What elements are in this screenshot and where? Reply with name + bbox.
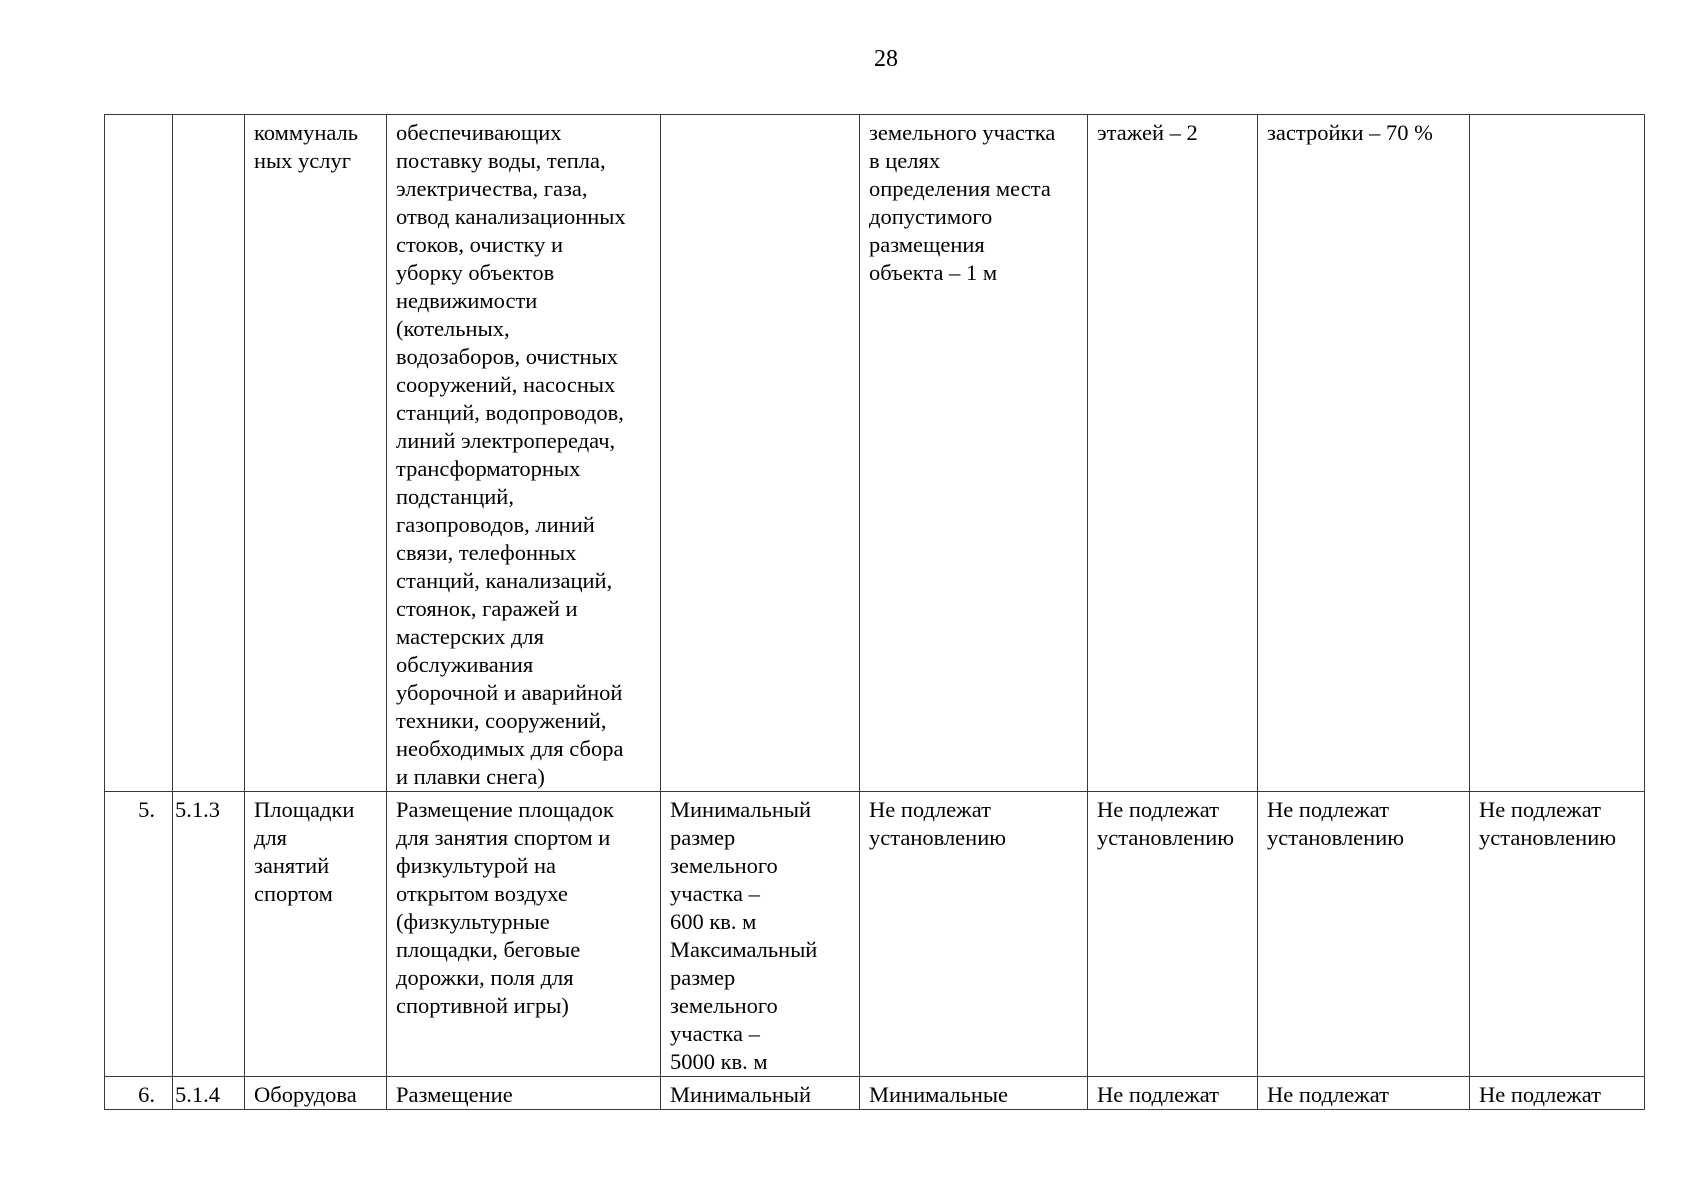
cell-number (105, 115, 173, 792)
table-row (105, 115, 1645, 792)
cell-plot-size: Минимальный размер земельного участка – 600 кв. м Максимальный размер земельного участка – 5000 кв. м (661, 792, 860, 1077)
cell-code: 5.1.4 (173, 1077, 245, 1110)
cell-setbacks: Не подлежат установлению (860, 792, 1088, 1077)
cell-name: Оборудова (245, 1077, 387, 1110)
cell-description: Размещение (387, 1077, 661, 1110)
cell-setbacks: земельного участка в целях определения места допустимого размещения объекта – 1 м (860, 115, 1088, 792)
cell-coverage: Не подлежат установлению (1258, 792, 1470, 1077)
zoning-table (104, 114, 1645, 1110)
cell-name: Площадки для занятий спортом (245, 792, 387, 1077)
cell-code: 5.1.3 (173, 792, 245, 1077)
cell-coverage: застройки – 70 % (1258, 115, 1470, 792)
cell-other: Не подлежат установлению (1470, 792, 1645, 1077)
cell-description: Размещение площадок для занятия спортом и физкультурой на открытом воздухе (физкультурные площадки, беговые дорожки, поля для спортивной игры) (387, 792, 661, 1077)
cell-number: 5. (105, 792, 173, 1077)
cell-name: коммуналь ных услуг (245, 115, 387, 792)
cell-other: Не подлежат (1470, 1077, 1645, 1110)
cell-setbacks: Минимальные (860, 1077, 1088, 1110)
cell-other (1470, 115, 1645, 792)
cell-number: 6. (105, 1077, 173, 1110)
cell-coverage: Не подлежат (1258, 1077, 1470, 1110)
cell-plot-size: Минимальный (661, 1077, 860, 1110)
cell-description: обеспечивающих поставку воды, тепла, электричества, газа, отвод канализационных стоков, очистку и уборку объектов недвижимости (котельных, водозаборов, очистных сооружений, насосных станций, водопроводов, линий электропередач, трансформаторных подстанций, газопроводов, линий связи, телефонных станций, канализаций, стоянок, гаражей и мастерских для обслуживания уборочной и аварийной техники, сооружений, необходимых для сбора и плавки снега) (387, 115, 661, 792)
page-number: 28 (874, 46, 898, 72)
cell-code (173, 115, 245, 792)
cell-floors: Не подлежат (1088, 1077, 1258, 1110)
cell-floors: Не подлежат установлению (1088, 792, 1258, 1077)
table-row (105, 792, 1645, 1077)
table-row (105, 1077, 1645, 1110)
cell-floors: этажей – 2 (1088, 115, 1258, 792)
cell-plot-size (661, 115, 860, 792)
